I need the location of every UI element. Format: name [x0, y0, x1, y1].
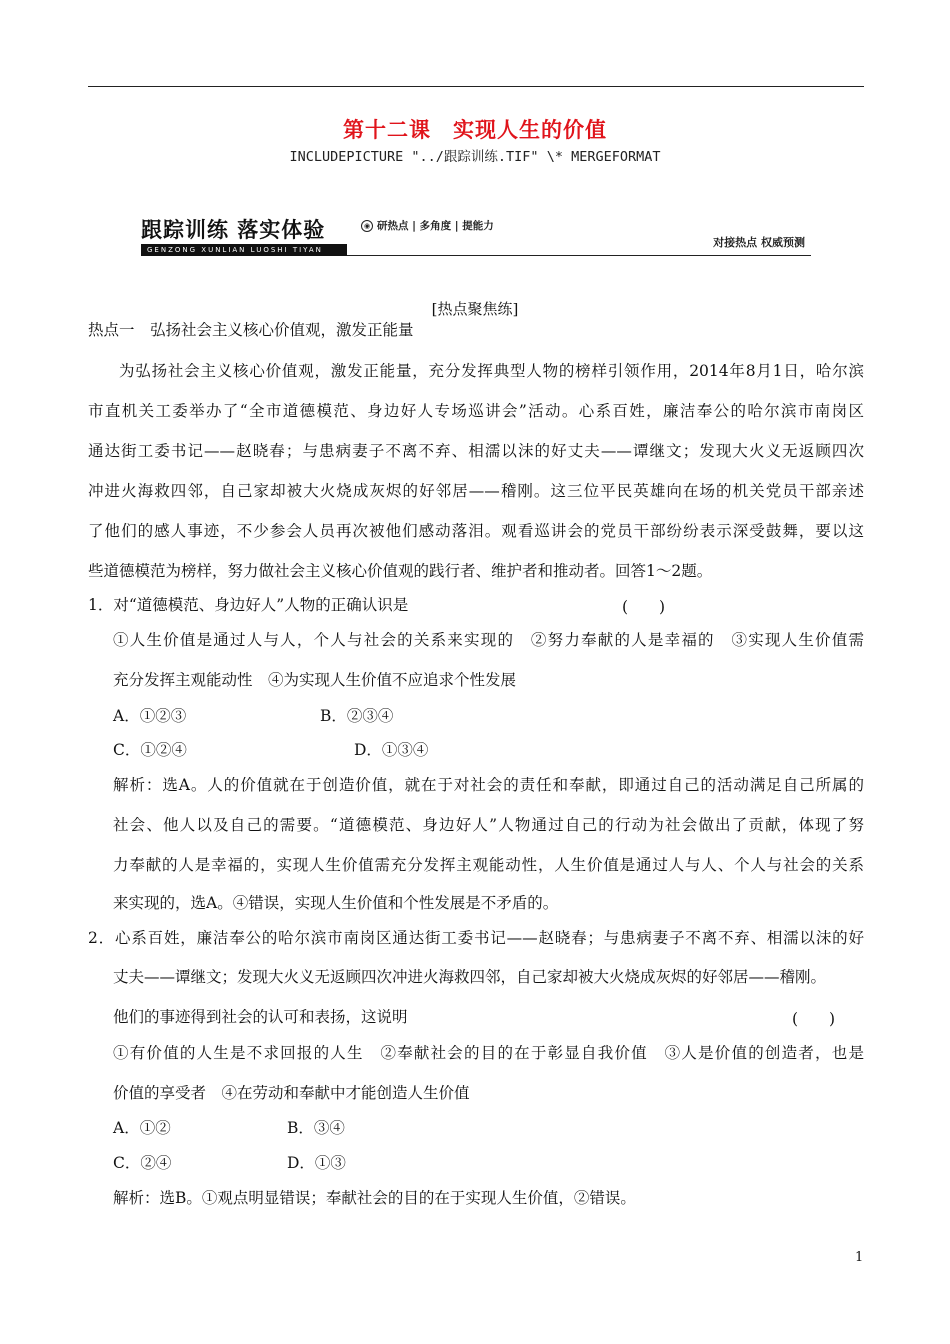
passage-line: 通达街工委书记——赵晓春；与患病妻子不离不弃、相濡以沫的好丈夫——谭继文；发现大火义无返顾四次 [88, 442, 864, 460]
passage-line: 了他们的感人事迹，不少参会人员再次被他们感动落泪。观看巡讲会的党员干部纷纷表示深受鼓舞，要以这 [88, 522, 864, 540]
banner-right-label: 对接热点 权威预测 [713, 236, 805, 249]
section-banner [141, 210, 811, 258]
page-title: 第十二课 实现人生的价值 [343, 118, 607, 142]
question-2-option-b: B．③④ [287, 1119, 345, 1137]
passage-line: 些道德模范为榜样，努力做社会主义核心价值观的践行者、维护者和推动者。回答1～2题。 [88, 562, 713, 580]
banner-rule [347, 255, 811, 256]
question-1-option-d: D．①③④ [354, 741, 429, 759]
question-2-statement: ①有价值的人生是不求回报的人生 ②奉献社会的目的在于彰显自我价值 ③人是价值的创造者，也是 [113, 1044, 864, 1062]
section-label: [热点聚焦练] [431, 300, 519, 318]
question-1-analysis: 来实现的，选A。④错误，实现人生价值和个性发展是不矛盾的。 [113, 894, 559, 912]
passage-line: 冲进火海救四邻，自己家却被大火烧成灰烬的好邻居——稽刚。这三位平民英雄向在场的机关党员干部亲述 [88, 482, 864, 500]
passage-line: 市直机关工委举办了“全市道德模范、身边好人专场巡讲会”活动。心系百姓，廉洁奉公的哈尔滨市南岗区 [88, 402, 864, 420]
target-icon: ◉ [361, 220, 373, 232]
question-1-analysis: 解析：选A。人的价值就在于创造价值，就在于对社会的责任和奉献，即通过自己的活动满足自己所属的 [113, 776, 864, 794]
question-1-stem: 1．对“道德模范、身边好人”人物的正确认识是 [88, 596, 409, 614]
page-number: 1 [855, 1250, 864, 1265]
question-1-statement: 充分发挥主观能动性 ④为实现人生价值不应追求个性发展 [113, 671, 517, 689]
banner-tags: ◉ 研热点 | 多角度 | 提能力 [361, 218, 494, 233]
question-2-statement: 价值的享受者 ④在劳动和奉献中才能创造人生价值 [113, 1084, 470, 1102]
question-2-option-d: D．①③ [287, 1154, 346, 1172]
question-2-answer-paren: ( ) [792, 1010, 836, 1028]
question-1-option-c: C．①②④ [113, 741, 187, 759]
banner-pinyin: GENZONG XUNLIAN LUOSHI TIYAN [141, 244, 347, 256]
question-2-option-c: C．②④ [113, 1154, 172, 1172]
top-rule [88, 86, 864, 87]
hotspot-heading: 热点一 弘扬社会主义核心价值观，激发正能量 [88, 321, 414, 339]
question-1-analysis: 社会、他人以及自己的需要。“道德模范、身边好人”人物通过自己的行动为社会做出了贡献，体现了努 [113, 816, 864, 834]
question-2-stem: 丈夫——谭继文；发现大火义无返顾四次冲进火海救四邻，自己家却被大火烧成灰烬的好邻居——稽刚。 [113, 968, 827, 986]
question-1-analysis: 力奉献的人是幸福的，实现人生价值需充分发挥主观能动性，人生价值是通过人与人、个人与社会的关系 [113, 856, 864, 874]
question-1-option-b: B．②③④ [320, 707, 394, 725]
question-2-stem: 2．心系百姓，廉洁奉公的哈尔滨市南岗区通达街工委书记——赵晓春；与患病妻子不离不弃、相濡以沫的好 [88, 929, 864, 947]
question-1-option-a: A．①②③ [113, 707, 187, 725]
question-2-stem: 他们的事迹得到社会的认可和表扬，这说明 [113, 1008, 408, 1026]
question-2-option-a: A．①② [113, 1119, 171, 1137]
question-1-answer-paren: ( ) [622, 598, 666, 616]
question-1-statement: ①人生价值是通过人与人，个人与社会的关系来实现的 ②努力奉献的人是幸福的 ③实现人生价值需 [113, 631, 864, 649]
passage-line: 为弘扬社会主义核心价值观，激发正能量，充分发挥典型人物的榜样引领作用，2014年8月1日，哈尔滨 [119, 362, 864, 380]
question-2-analysis: 解析：选B。①观点明显错误；奉献社会的目的在于实现人生价值，②错误。 [113, 1189, 636, 1207]
banner-title: 跟踪训练 落实体验 [141, 218, 326, 242]
field-code-text: INCLUDEPICTURE "../跟踪训练.TIF" \* MERGEFORMAT [289, 149, 661, 165]
